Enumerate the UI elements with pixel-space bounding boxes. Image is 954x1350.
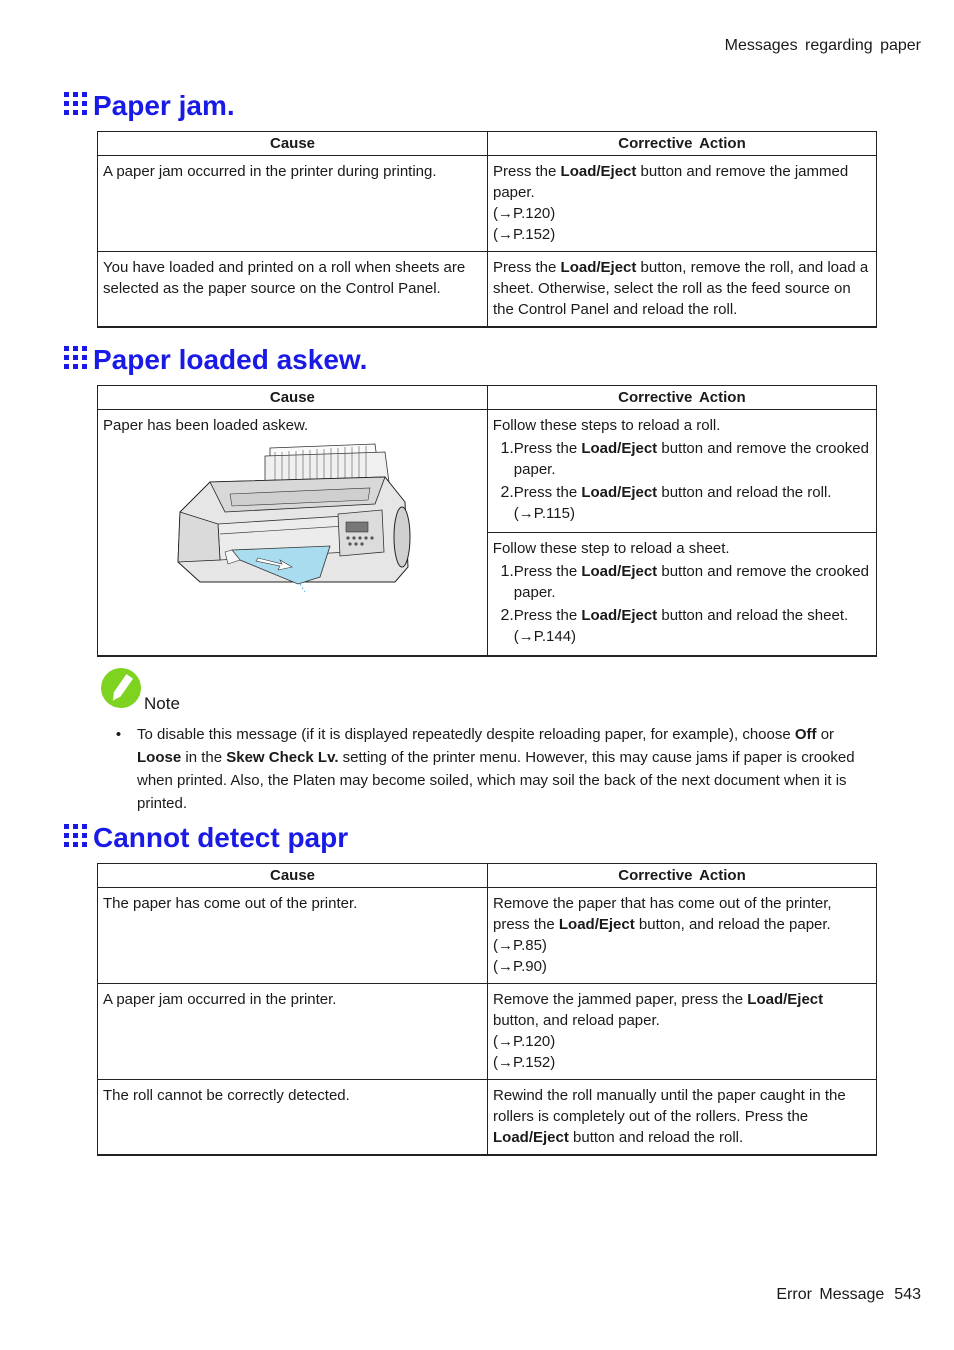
note-box <box>100 667 880 815</box>
page-reference[interactable]: (→P.152) <box>493 226 556 243</box>
note-label: Note <box>144 694 180 713</box>
section-heading: Paper jam. <box>93 90 235 121</box>
page-number: 543 <box>894 1286 921 1303</box>
cannot-detect-table <box>97 863 877 1156</box>
page-reference[interactable]: (→P.115) <box>513 505 575 522</box>
footer-section: Error Message <box>776 1286 885 1303</box>
grid-icon <box>64 92 88 116</box>
column-header-cause: Cause <box>98 132 488 156</box>
action-cell: Remove the jammed paper, press the Load/Eject button, and reload paper. (→P.120) (→P.152) <box>488 984 877 1080</box>
table-row <box>98 984 877 1080</box>
list-item: 2. Press the Load/Eject button and reload the roll. (→P.115) <box>493 482 871 524</box>
printer-image <box>170 442 415 592</box>
steps-intro: Follow these step to reload a sheet. <box>492 540 730 557</box>
note-list <box>100 723 880 815</box>
column-header-action: Corrective Action <box>488 864 877 888</box>
pencil-note-icon <box>100 667 142 709</box>
table-row <box>98 888 877 984</box>
section-heading: Paper loaded askew. <box>93 344 368 375</box>
grid-icon <box>64 824 88 848</box>
action-cell: Press the Load/Eject button, remove the roll, and load a sheet. Otherwise, select the roll as the feed source on the Control Panel and reload the roll. <box>488 252 877 328</box>
page-footer <box>766 1286 921 1304</box>
cause-cell <box>98 410 488 657</box>
table-row <box>98 410 877 533</box>
cause-cell: The paper has come out of the printer. <box>98 888 488 984</box>
paper-jam-table <box>97 131 877 328</box>
page-reference[interactable]: (→P.144) <box>513 628 577 645</box>
cause-cell: A paper jam occurred in the printer. <box>98 984 488 1080</box>
action-cell-roll <box>487 410 876 533</box>
action-cell: Press the Load/Eject button and remove the jammed paper. (→P.120) (→P.152) <box>488 156 877 252</box>
action-cell-sheet <box>487 533 876 657</box>
page-reference[interactable]: (→P.85) <box>493 937 547 954</box>
column-header-action: Corrective Action <box>488 132 877 156</box>
page-reference[interactable]: (→P.120) <box>493 205 556 222</box>
section-title-paper-askew <box>64 344 367 376</box>
column-header-cause: Cause <box>98 386 488 410</box>
page-reference[interactable]: (→P.152) <box>493 1054 556 1071</box>
page-header: Messages regarding paper <box>724 37 921 54</box>
cause-text: Paper has been loaded askew. <box>103 417 309 434</box>
cause-cell: You have loaded and printed on a roll when sheets are selected as the paper source on the Control Panel. <box>98 252 488 328</box>
list-item: 1. Press the Load/Eject button and remove the crooked paper. <box>500 563 869 601</box>
table-row <box>98 252 877 328</box>
page-reference[interactable]: (→P.90) <box>493 958 547 975</box>
section-heading: Cannot detect papr <box>93 822 349 853</box>
steps-list <box>493 438 871 524</box>
steps-list <box>493 561 871 647</box>
list-item: • To disable this message (if it is displayed repeatedly despite reloading paper, for example), choose Off or Loose in the Skew Check Lv. setting of the printer menu. However, this may cause jams if paper is crooked when printed. Also, the Platen may become soiled, which may soil the back of the next document when it is printed. <box>100 723 880 815</box>
paper-askew-table <box>97 385 877 657</box>
column-header-cause: Cause <box>98 864 488 888</box>
cause-cell: A paper jam occurred in the printer during printing. <box>98 156 488 252</box>
section-title-cannot-detect <box>64 822 348 854</box>
column-header-action: Corrective Action <box>487 386 876 410</box>
action-cell: Rewind the roll manually until the paper caught in the rollers is completely out of the rollers. Press the Load/Eject button and reload the roll. <box>488 1080 877 1156</box>
list-item: 1. Press the Load/Eject button and remove the crooked paper. <box>500 440 869 478</box>
grid-icon <box>64 346 88 370</box>
section-title-paper-jam <box>64 90 235 122</box>
action-cell: Remove the paper that has come out of the printer, press the Load/Eject button, and reload the paper. (→P.85) (→P.90) <box>488 888 877 984</box>
printer-illustration <box>170 442 415 592</box>
table-row <box>98 156 877 252</box>
steps-intro: Follow these steps to reload a roll. <box>492 417 721 434</box>
cause-cell: The roll cannot be correctly detected. <box>98 1080 488 1156</box>
page-reference[interactable]: (→P.120) <box>493 1033 556 1050</box>
list-item: 2. Press the Load/Eject button and reload the sheet. (→P.144) <box>493 605 871 647</box>
table-row <box>98 1080 877 1156</box>
note-text: To disable this message (if it is displayed repeatedly despite reloading paper, for example), choose Off or Loose in the Skew Check Lv. setting of the printer menu. However, this may cause jams if paper is crooked when printed. Also, the Platen may become soiled, which may soil the back of the next document when it is printed. <box>137 726 855 812</box>
